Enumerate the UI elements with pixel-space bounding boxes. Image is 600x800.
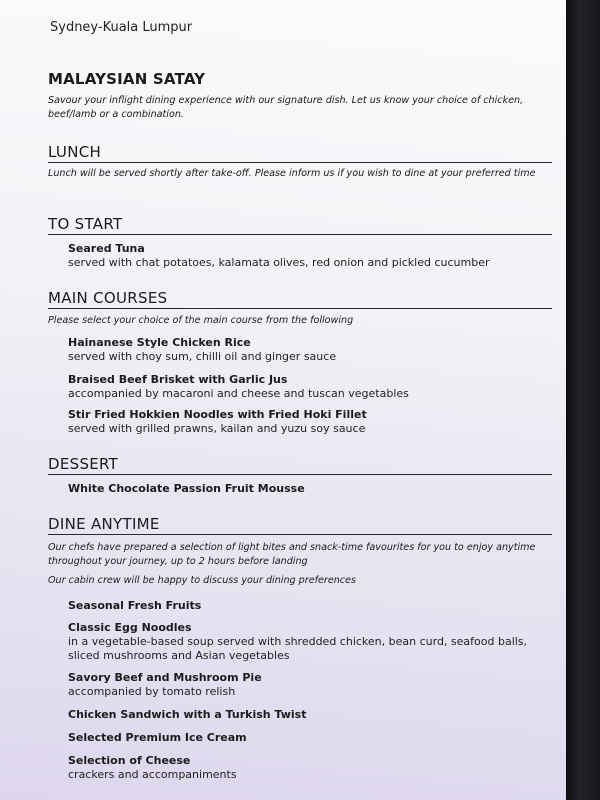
item-name: Stir Fried Hokkien Noodles with Fried Hoki Fillet [68, 408, 367, 421]
item-description: accompanied by tomato relish [68, 685, 236, 698]
background-edge [566, 0, 600, 800]
main-courses-title: MAIN COURSES [48, 289, 552, 309]
item-description: served with choy sum, chilli oil and ginger sauce [68, 350, 337, 363]
item-description: served with grilled prawns, kailan and yuzu soy sauce [68, 422, 366, 435]
menu-item [68, 242, 548, 270]
lunch-section [48, 143, 552, 181]
dine-anytime-note: Our cabin crew will be happy to discuss your dining preferences [48, 575, 356, 586]
menu-item [68, 599, 548, 613]
to-start-section [48, 215, 552, 235]
item-name: Seasonal Fresh Fruits [68, 599, 202, 612]
item-name: Seared Tuna [68, 242, 145, 255]
dessert-section [48, 455, 552, 475]
menu-item [68, 754, 548, 782]
satay-section [48, 70, 552, 122]
to-start-title: TO START [48, 215, 552, 235]
menu-item [68, 408, 548, 436]
item-name: Hainanese Style Chicken Rice [68, 336, 251, 349]
menu-item [68, 671, 548, 699]
lunch-title: LUNCH [48, 143, 552, 163]
satay-note: Savour your inflight dining experience with our signature dish. Let us know your choice of chicken, beef/lamb or a combination. [48, 95, 524, 120]
item-description: served with chat potatoes, kalamata olives, red onion and pickled cucumber [68, 256, 490, 269]
item-description: accompanied by macaroni and cheese and tuscan vegetables [68, 387, 409, 400]
route-header: Sydney-Kuala Lumpur [50, 20, 193, 35]
menu-item [68, 708, 548, 722]
item-name: Classic Egg Noodles [68, 621, 192, 634]
dine-anytime-title: DINE ANYTIME [48, 515, 552, 535]
item-description: crackers and accompaniments [68, 768, 237, 781]
dessert-title: DESSERT [48, 455, 552, 475]
item-name: Selected Premium Ice Cream [68, 731, 247, 744]
item-name: White Chocolate Passion Fruit Mousse [68, 482, 305, 495]
item-name: Savory Beef and Mushroom Pie [68, 671, 262, 684]
item-name: Chicken Sandwich with a Turkish Twist [68, 708, 307, 721]
lunch-note: Lunch will be served shortly after take-off. Please inform us if you wish to dine at your preferred time [48, 168, 536, 179]
dine-anytime-note: Our chefs have prepared a selection of light bites and snack-time favourites for you to enjoy anytime throughout your journey, up to 2 hours before landing [48, 542, 536, 567]
dine-anytime-section [48, 515, 552, 588]
menu-item [68, 482, 548, 496]
menu-item [68, 621, 548, 663]
item-description: in a vegetable-based soup served with shredded chicken, bean curd, seafood balls, sliced mushrooms and Asian vegetables [68, 635, 528, 662]
main-courses-note: Please select your choice of the main course from the following [48, 315, 354, 326]
menu-item [68, 373, 548, 401]
item-name: Braised Beef Brisket with Garlic Jus [68, 373, 288, 386]
menu-item [68, 336, 548, 364]
item-name: Selection of Cheese [68, 754, 191, 767]
main-courses-section [48, 289, 552, 328]
satay-title: MALAYSIAN SATAY [48, 70, 206, 88]
menu-item [68, 731, 548, 745]
